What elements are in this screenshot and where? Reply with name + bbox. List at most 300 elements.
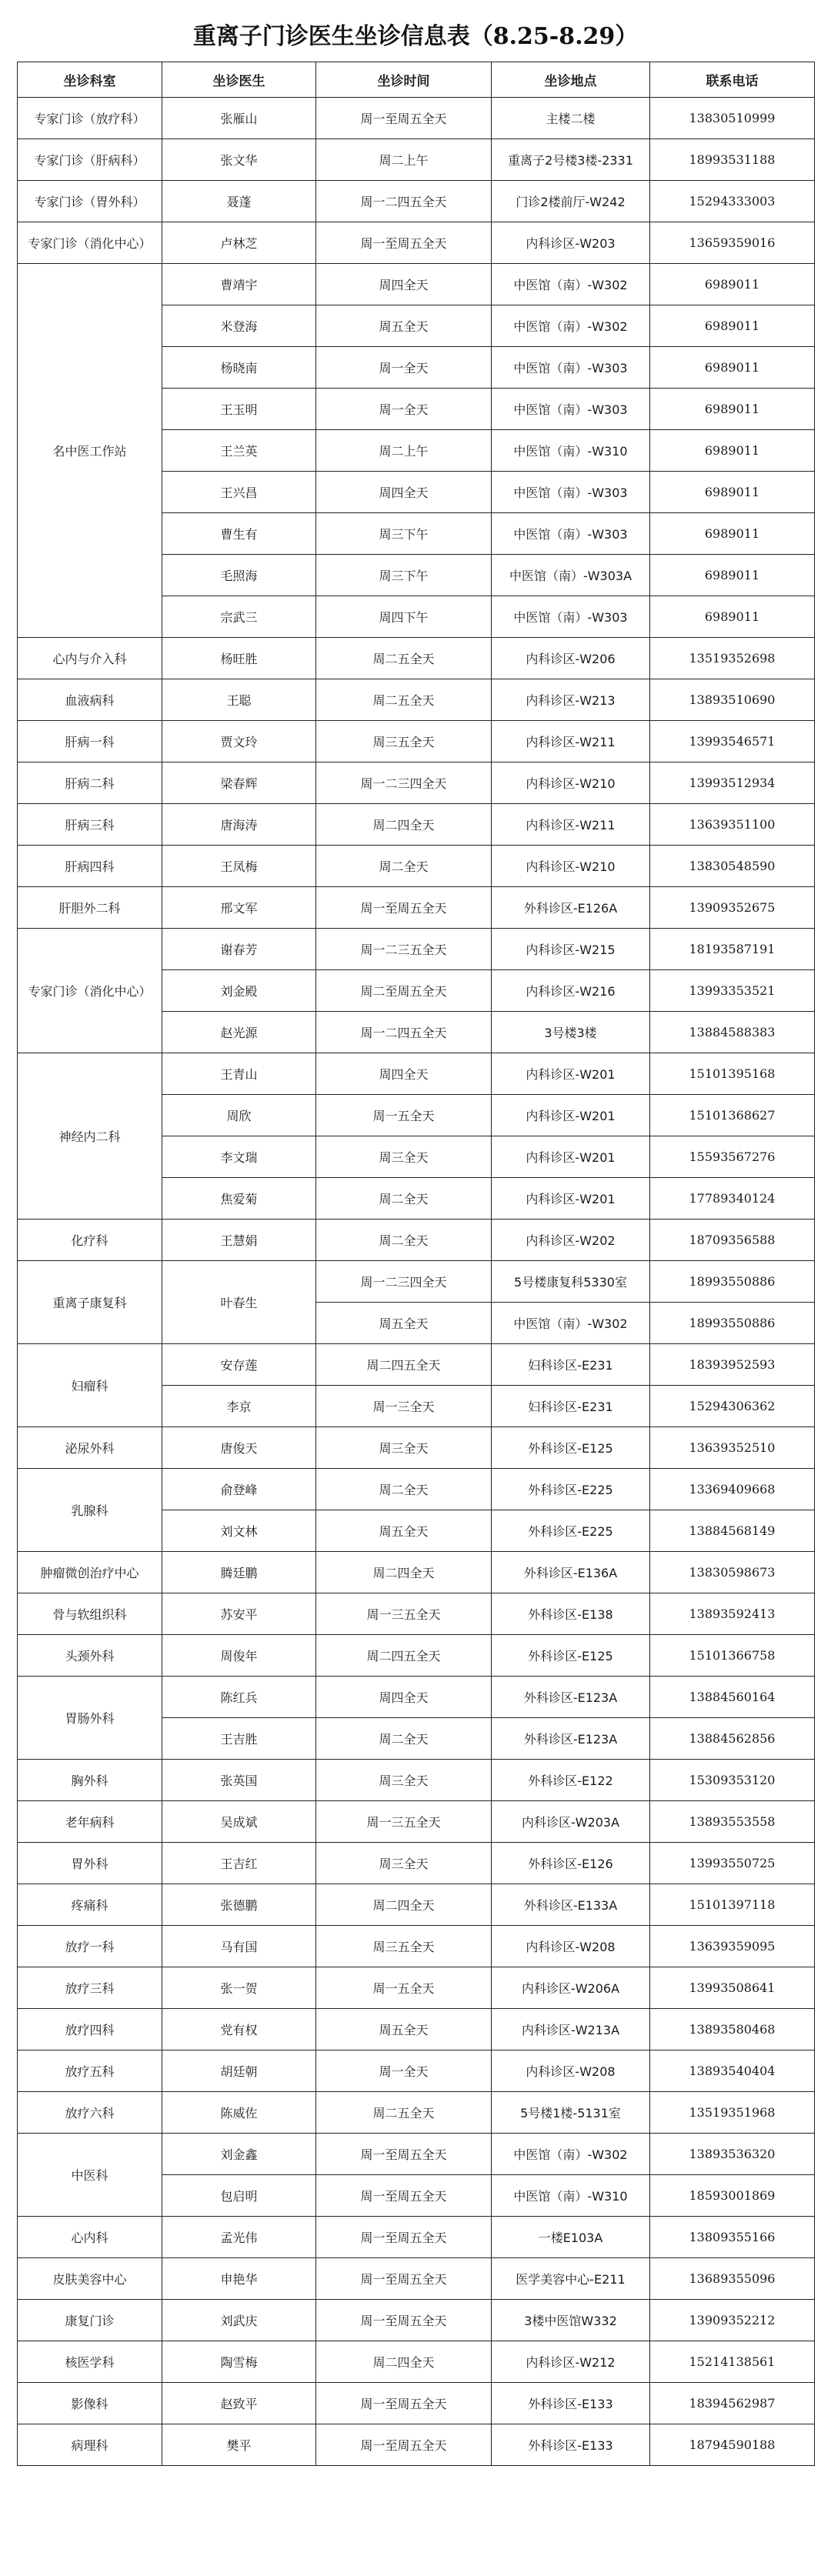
time-cell: 周一至周五全天 — [316, 2300, 492, 2341]
phone-cell: 13884588383 — [650, 1012, 815, 1053]
doctor-cell: 王吉红 — [162, 1843, 316, 1884]
phone-cell: 13884560164 — [650, 1677, 815, 1718]
doctor-cell: 唐俊天 — [162, 1427, 316, 1469]
time-cell: 周一三全天 — [316, 1386, 492, 1427]
doctor-cell: 苏安平 — [162, 1593, 316, 1635]
phone-cell: 13893510690 — [650, 679, 815, 721]
department-cell: 病理科 — [18, 2424, 162, 2466]
phone-cell: 13893553558 — [650, 1801, 815, 1843]
location-cell: 中医馆（南）-W303 — [492, 513, 650, 555]
doctor-cell: 王慧娟 — [162, 1220, 316, 1261]
table-row — [18, 1635, 815, 1677]
table-row — [18, 887, 815, 929]
location-cell: 中医馆（南）-W302 — [492, 2134, 650, 2175]
time-cell: 周二四全天 — [316, 2341, 492, 2383]
phone-cell: 13893540404 — [650, 2050, 815, 2092]
phone-cell: 15101366758 — [650, 1635, 815, 1677]
department-cell: 老年病科 — [18, 1801, 162, 1843]
doctor-cell: 毛照海 — [162, 555, 316, 596]
location-cell: 外科诊区-E138 — [492, 1593, 650, 1635]
table-row — [18, 1344, 815, 1386]
doctor-cell: 腾廷鹏 — [162, 1552, 316, 1593]
doctor-cell: 王聪 — [162, 679, 316, 721]
doctor-cell: 谢春芳 — [162, 929, 316, 970]
department-cell: 名中医工作站 — [18, 264, 162, 638]
phone-cell: 18593001869 — [650, 2175, 815, 2217]
department-cell: 肝病一科 — [18, 721, 162, 762]
phone-cell: 13830598673 — [650, 1552, 815, 1593]
time-cell: 周一五全天 — [316, 1967, 492, 2009]
phone-cell: 18993531188 — [650, 139, 815, 181]
table-row — [18, 181, 815, 222]
doctor-cell: 叶春生 — [162, 1261, 316, 1344]
phone-cell: 13519352698 — [650, 638, 815, 679]
department-cell: 胃肠外科 — [18, 1677, 162, 1760]
time-cell: 周五全天 — [316, 1303, 492, 1344]
doctor-cell: 卢林芝 — [162, 222, 316, 264]
time-cell: 周一二三四全天 — [316, 762, 492, 804]
phone-cell: 6989011 — [650, 305, 815, 347]
phone-cell: 6989011 — [650, 472, 815, 513]
location-cell: 内科诊区-W213 — [492, 679, 650, 721]
table-row — [18, 1053, 815, 1095]
table-row — [18, 2009, 815, 2050]
header-doctor: 坐诊医生 — [162, 62, 316, 98]
table-row — [18, 2134, 815, 2175]
table-row — [18, 762, 815, 804]
phone-cell: 15294306362 — [650, 1386, 815, 1427]
doctor-cell: 樊平 — [162, 2424, 316, 2466]
location-cell: 外科诊区-E122 — [492, 1760, 650, 1801]
phone-cell: 6989011 — [650, 513, 815, 555]
time-cell: 周三五全天 — [316, 1926, 492, 1967]
location-cell: 内科诊区-W216 — [492, 970, 650, 1012]
phone-cell: 18393952593 — [650, 1344, 815, 1386]
department-cell: 心内科 — [18, 2217, 162, 2258]
table-row — [18, 1469, 815, 1510]
time-cell: 周二至周五全天 — [316, 970, 492, 1012]
department-cell: 放疗一科 — [18, 1926, 162, 1967]
location-cell: 内科诊区-W203A — [492, 1801, 650, 1843]
doctor-cell: 张文华 — [162, 139, 316, 181]
page-title: 重离子门诊医生坐诊信息表（8.25-8.29） — [192, 23, 639, 50]
phone-cell: 13639359095 — [650, 1926, 815, 1967]
doctor-cell: 陈红兵 — [162, 1677, 316, 1718]
table-row — [18, 139, 815, 181]
phone-cell: 15214138561 — [650, 2341, 815, 2383]
doctor-cell: 包启明 — [162, 2175, 316, 2217]
department-cell: 专家门诊（消化中心） — [18, 222, 162, 264]
time-cell: 周三全天 — [316, 1843, 492, 1884]
doctor-cell: 米登海 — [162, 305, 316, 347]
location-cell: 中医馆（南）-W303 — [492, 596, 650, 638]
time-cell: 周一至周五全天 — [316, 2258, 492, 2300]
table-row — [18, 1967, 815, 2009]
phone-cell: 18193587191 — [650, 929, 815, 970]
table-row — [18, 1760, 815, 1801]
table-row — [18, 2383, 815, 2424]
time-cell: 周一至周五全天 — [316, 2424, 492, 2466]
doctor-cell: 李京 — [162, 1386, 316, 1427]
time-cell: 周一至周五全天 — [316, 2175, 492, 2217]
location-cell: 内科诊区-W211 — [492, 804, 650, 846]
doctor-cell: 刘武庆 — [162, 2300, 316, 2341]
location-cell: 外科诊区-E133 — [492, 2424, 650, 2466]
table-row — [18, 222, 815, 264]
location-cell: 内科诊区-W215 — [492, 929, 650, 970]
time-cell: 周四全天 — [316, 472, 492, 513]
doctor-cell: 王凤梅 — [162, 846, 316, 887]
doctor-cell: 唐海涛 — [162, 804, 316, 846]
table-row — [18, 1926, 815, 1967]
department-cell: 放疗五科 — [18, 2050, 162, 2092]
location-cell: 外科诊区-E125 — [492, 1427, 650, 1469]
time-cell: 周二五全天 — [316, 679, 492, 721]
phone-cell: 6989011 — [650, 264, 815, 305]
table-header-row — [18, 62, 815, 98]
table-row — [18, 2258, 815, 2300]
location-cell: 妇科诊区-E231 — [492, 1386, 650, 1427]
location-cell: 妇科诊区-E231 — [492, 1344, 650, 1386]
doctor-cell: 张英国 — [162, 1760, 316, 1801]
location-cell: 5号楼康复科5330室 — [492, 1261, 650, 1303]
time-cell: 周二四全天 — [316, 804, 492, 846]
time-cell: 周二全天 — [316, 846, 492, 887]
phone-cell: 13639351100 — [650, 804, 815, 846]
phone-cell: 6989011 — [650, 347, 815, 389]
location-cell: 内科诊区-W201 — [492, 1095, 650, 1136]
department-cell: 神经内二科 — [18, 1053, 162, 1220]
doctor-cell: 邢文军 — [162, 887, 316, 929]
phone-cell: 15101395168 — [650, 1053, 815, 1095]
time-cell: 周一二四五全天 — [316, 1012, 492, 1053]
time-cell: 周二全天 — [316, 1718, 492, 1760]
phone-cell: 13689355096 — [650, 2258, 815, 2300]
phone-cell: 13993546571 — [650, 721, 815, 762]
time-cell: 周一三五全天 — [316, 1801, 492, 1843]
time-cell: 周三全天 — [316, 1427, 492, 1469]
location-cell: 重离子2号楼3楼-2331 — [492, 139, 650, 181]
department-cell: 康复门诊 — [18, 2300, 162, 2341]
time-cell: 周五全天 — [316, 1510, 492, 1552]
location-cell: 外科诊区-E123A — [492, 1677, 650, 1718]
doctor-cell: 刘金殿 — [162, 970, 316, 1012]
header-time: 坐诊时间 — [316, 62, 492, 98]
phone-cell: 15593567276 — [650, 1136, 815, 1178]
phone-cell: 13830510999 — [650, 98, 815, 139]
table-row — [18, 2341, 815, 2383]
department-cell: 专家门诊（放疗科） — [18, 98, 162, 139]
location-cell: 中医馆（南）-W310 — [492, 2175, 650, 2217]
doctor-cell: 王兴昌 — [162, 472, 316, 513]
time-cell: 周五全天 — [316, 2009, 492, 2050]
location-cell: 外科诊区-E225 — [492, 1469, 650, 1510]
phone-cell: 18993550886 — [650, 1303, 815, 1344]
department-cell: 重离子康复科 — [18, 1261, 162, 1344]
phone-cell: 18709356588 — [650, 1220, 815, 1261]
table-row — [18, 1220, 815, 1261]
time-cell: 周二上午 — [316, 430, 492, 472]
doctor-cell: 孟光伟 — [162, 2217, 316, 2258]
time-cell: 周四全天 — [316, 1677, 492, 1718]
time-cell: 周一二三五全天 — [316, 929, 492, 970]
department-cell: 疼痛科 — [18, 1884, 162, 1926]
table-row — [18, 1593, 815, 1635]
phone-cell: 6989011 — [650, 555, 815, 596]
doctor-cell: 马有国 — [162, 1926, 316, 1967]
location-cell: 中医馆（南）-W302 — [492, 305, 650, 347]
location-cell: 内科诊区-W201 — [492, 1136, 650, 1178]
time-cell: 周一至周五全天 — [316, 887, 492, 929]
doctor-cell: 曹靖宇 — [162, 264, 316, 305]
location-cell: 3号楼3楼 — [492, 1012, 650, 1053]
location-cell: 内科诊区-W210 — [492, 762, 650, 804]
time-cell: 周五全天 — [316, 305, 492, 347]
time-cell: 周一至周五全天 — [316, 2383, 492, 2424]
department-cell: 中医科 — [18, 2134, 162, 2217]
phone-cell: 13884562856 — [650, 1718, 815, 1760]
location-cell: 中医馆（南）-W302 — [492, 1303, 650, 1344]
time-cell: 周二全天 — [316, 1178, 492, 1220]
doctor-cell: 宗武三 — [162, 596, 316, 638]
table-row — [18, 2092, 815, 2134]
doctor-cell: 刘文林 — [162, 1510, 316, 1552]
location-cell: 外科诊区-E136A — [492, 1552, 650, 1593]
doctor-cell: 赵致平 — [162, 2383, 316, 2424]
phone-cell: 13993353521 — [650, 970, 815, 1012]
table-row — [18, 846, 815, 887]
location-cell: 外科诊区-E123A — [492, 1718, 650, 1760]
doctor-cell: 陈威佐 — [162, 2092, 316, 2134]
header-department: 坐诊科室 — [18, 62, 162, 98]
doctor-cell: 曹生有 — [162, 513, 316, 555]
location-cell: 内科诊区-W203 — [492, 222, 650, 264]
location-cell: 中医馆（南）-W303 — [492, 347, 650, 389]
phone-cell: 17789340124 — [650, 1178, 815, 1220]
location-cell: 中医馆（南）-W302 — [492, 264, 650, 305]
location-cell: 内科诊区-W206A — [492, 1967, 650, 2009]
doctor-cell: 王吉胜 — [162, 1718, 316, 1760]
time-cell: 周一至周五全天 — [316, 2217, 492, 2258]
doctor-cell: 聂蓬 — [162, 181, 316, 222]
location-cell: 内科诊区-W208 — [492, 1926, 650, 1967]
table-row — [18, 804, 815, 846]
doctor-cell: 贾文玲 — [162, 721, 316, 762]
doctor-cell: 王兰英 — [162, 430, 316, 472]
time-cell: 周一五全天 — [316, 1095, 492, 1136]
phone-cell: 6989011 — [650, 596, 815, 638]
doctor-cell: 刘金鑫 — [162, 2134, 316, 2175]
location-cell: 内科诊区-W202 — [492, 1220, 650, 1261]
table-row — [18, 929, 815, 970]
department-cell: 放疗四科 — [18, 2009, 162, 2050]
time-cell: 周二全天 — [316, 1469, 492, 1510]
doctor-cell: 周欣 — [162, 1095, 316, 1136]
time-cell: 周二五全天 — [316, 638, 492, 679]
department-cell: 肝病三科 — [18, 804, 162, 846]
department-cell: 皮肤美容中心 — [18, 2258, 162, 2300]
department-cell: 胸外科 — [18, 1760, 162, 1801]
doctor-cell: 申艳华 — [162, 2258, 316, 2300]
location-cell: 外科诊区-E133 — [492, 2383, 650, 2424]
time-cell: 周四全天 — [316, 1053, 492, 1095]
table-row — [18, 98, 815, 139]
phone-cell: 13830548590 — [650, 846, 815, 887]
phone-cell: 13893592413 — [650, 1593, 815, 1635]
department-cell: 乳腺科 — [18, 1469, 162, 1552]
location-cell: 医学美容中心-E211 — [492, 2258, 650, 2300]
time-cell: 周一三五全天 — [316, 1593, 492, 1635]
phone-cell: 13993512934 — [650, 762, 815, 804]
department-cell: 化疗科 — [18, 1220, 162, 1261]
location-cell: 内科诊区-W206 — [492, 638, 650, 679]
department-cell: 专家门诊（胃外科） — [18, 181, 162, 222]
doctor-cell: 胡廷朝 — [162, 2050, 316, 2092]
location-cell: 中医馆（南）-W303 — [492, 472, 650, 513]
location-cell: 中医馆（南）-W303 — [492, 389, 650, 430]
department-cell: 影像科 — [18, 2383, 162, 2424]
time-cell: 周三全天 — [316, 1136, 492, 1178]
department-cell: 肝胆外二科 — [18, 887, 162, 929]
table-row — [18, 264, 815, 305]
phone-cell: 13993550725 — [650, 1843, 815, 1884]
doctor-cell: 王青山 — [162, 1053, 316, 1095]
doctor-cell: 杨晓南 — [162, 347, 316, 389]
phone-cell: 13909352212 — [650, 2300, 815, 2341]
department-cell: 妇瘤科 — [18, 1344, 162, 1427]
department-cell: 胃外科 — [18, 1843, 162, 1884]
phone-cell: 6989011 — [650, 430, 815, 472]
time-cell: 周三五全天 — [316, 721, 492, 762]
location-cell: 内科诊区-W210 — [492, 846, 650, 887]
department-cell: 肝病四科 — [18, 846, 162, 887]
location-cell: 中医馆（南）-W310 — [492, 430, 650, 472]
department-cell: 泌尿外科 — [18, 1427, 162, 1469]
table-row — [18, 2424, 815, 2466]
time-cell: 周二五全天 — [316, 2092, 492, 2134]
phone-cell: 18394562987 — [650, 2383, 815, 2424]
phone-cell: 13893536320 — [650, 2134, 815, 2175]
doctor-cell: 张雁山 — [162, 98, 316, 139]
time-cell: 周一全天 — [316, 347, 492, 389]
doctor-cell: 张德鹏 — [162, 1884, 316, 1926]
phone-cell: 15309353120 — [650, 1760, 815, 1801]
time-cell: 周三下午 — [316, 555, 492, 596]
location-cell: 主楼二楼 — [492, 98, 650, 139]
phone-cell: 13809355166 — [650, 2217, 815, 2258]
phone-cell: 13369409668 — [650, 1469, 815, 1510]
table-row — [18, 1884, 815, 1926]
location-cell: 内科诊区-W201 — [492, 1053, 650, 1095]
doctor-cell: 俞登峰 — [162, 1469, 316, 1510]
table-row — [18, 721, 815, 762]
location-cell: 内科诊区-W212 — [492, 2341, 650, 2383]
table-row — [18, 2217, 815, 2258]
table-row — [18, 1427, 815, 1469]
location-cell: 内科诊区-W208 — [492, 2050, 650, 2092]
doctor-cell: 吴成斌 — [162, 1801, 316, 1843]
phone-cell: 18794590188 — [650, 2424, 815, 2466]
time-cell: 周二四五全天 — [316, 1635, 492, 1677]
doctor-cell: 周俊年 — [162, 1635, 316, 1677]
time-cell: 周四下午 — [316, 596, 492, 638]
location-cell: 门诊2楼前厅-W242 — [492, 181, 650, 222]
doctor-cell: 安存莲 — [162, 1344, 316, 1386]
table-row — [18, 1552, 815, 1593]
time-cell: 周一二三四全天 — [316, 1261, 492, 1303]
department-cell: 放疗三科 — [18, 1967, 162, 2009]
time-cell: 周三下午 — [316, 513, 492, 555]
department-cell: 放疗六科 — [18, 2092, 162, 2134]
location-cell: 5号楼1楼-5131室 — [492, 2092, 650, 2134]
doctor-cell: 张一贺 — [162, 1967, 316, 2009]
time-cell: 周一至周五全天 — [316, 222, 492, 264]
time-cell: 周二四全天 — [316, 1884, 492, 1926]
department-cell: 骨与软组织科 — [18, 1593, 162, 1635]
time-cell: 周二四全天 — [316, 1552, 492, 1593]
table-row — [18, 1677, 815, 1718]
time-cell: 周一至周五全天 — [316, 98, 492, 139]
phone-cell: 13993508641 — [650, 1967, 815, 2009]
doctor-cell: 党有权 — [162, 2009, 316, 2050]
location-cell: 外科诊区-E125 — [492, 1635, 650, 1677]
doctor-cell: 陶雪梅 — [162, 2341, 316, 2383]
phone-cell: 13639352510 — [650, 1427, 815, 1469]
table-row — [18, 679, 815, 721]
doctor-cell: 赵光源 — [162, 1012, 316, 1053]
table-body — [18, 98, 815, 2466]
doctor-cell: 焦爱菊 — [162, 1178, 316, 1220]
phone-cell: 13893580468 — [650, 2009, 815, 2050]
phone-cell: 6989011 — [650, 389, 815, 430]
location-cell: 外科诊区-E126 — [492, 1843, 650, 1884]
table-row — [18, 1843, 815, 1884]
table-row — [18, 2300, 815, 2341]
table-row — [18, 638, 815, 679]
phone-cell: 13659359016 — [650, 222, 815, 264]
header-phone: 联系电话 — [650, 62, 815, 98]
table-row — [18, 1261, 815, 1303]
location-cell: 内科诊区-W211 — [492, 721, 650, 762]
header-location: 坐诊地点 — [492, 62, 650, 98]
location-cell: 外科诊区-E133A — [492, 1884, 650, 1926]
department-cell: 血液病科 — [18, 679, 162, 721]
phone-cell: 15294333003 — [650, 181, 815, 222]
department-cell: 肝病二科 — [18, 762, 162, 804]
department-cell: 肿瘤微创治疗中心 — [18, 1552, 162, 1593]
time-cell: 周一二四五全天 — [316, 181, 492, 222]
department-cell: 专家门诊（肝病科） — [18, 139, 162, 181]
phone-cell: 13909352675 — [650, 887, 815, 929]
location-cell: 一楼E103A — [492, 2217, 650, 2258]
phone-cell: 15101397118 — [650, 1884, 815, 1926]
location-cell: 外科诊区-E126A — [492, 887, 650, 929]
department-cell: 专家门诊（消化中心） — [18, 929, 162, 1053]
phone-cell: 13519351968 — [650, 2092, 815, 2134]
time-cell: 周一全天 — [316, 389, 492, 430]
time-cell: 周三全天 — [316, 1760, 492, 1801]
time-cell: 周一至周五全天 — [316, 2134, 492, 2175]
time-cell: 周二全天 — [316, 1220, 492, 1261]
doctor-schedule-table — [17, 62, 815, 2466]
location-cell: 3楼中医馆W332 — [492, 2300, 650, 2341]
doctor-cell: 梁春辉 — [162, 762, 316, 804]
time-cell: 周二四五全天 — [316, 1344, 492, 1386]
location-cell: 内科诊区-W213A — [492, 2009, 650, 2050]
phone-cell: 18993550886 — [650, 1261, 815, 1303]
time-cell: 周二上午 — [316, 139, 492, 181]
table-row — [18, 1801, 815, 1843]
